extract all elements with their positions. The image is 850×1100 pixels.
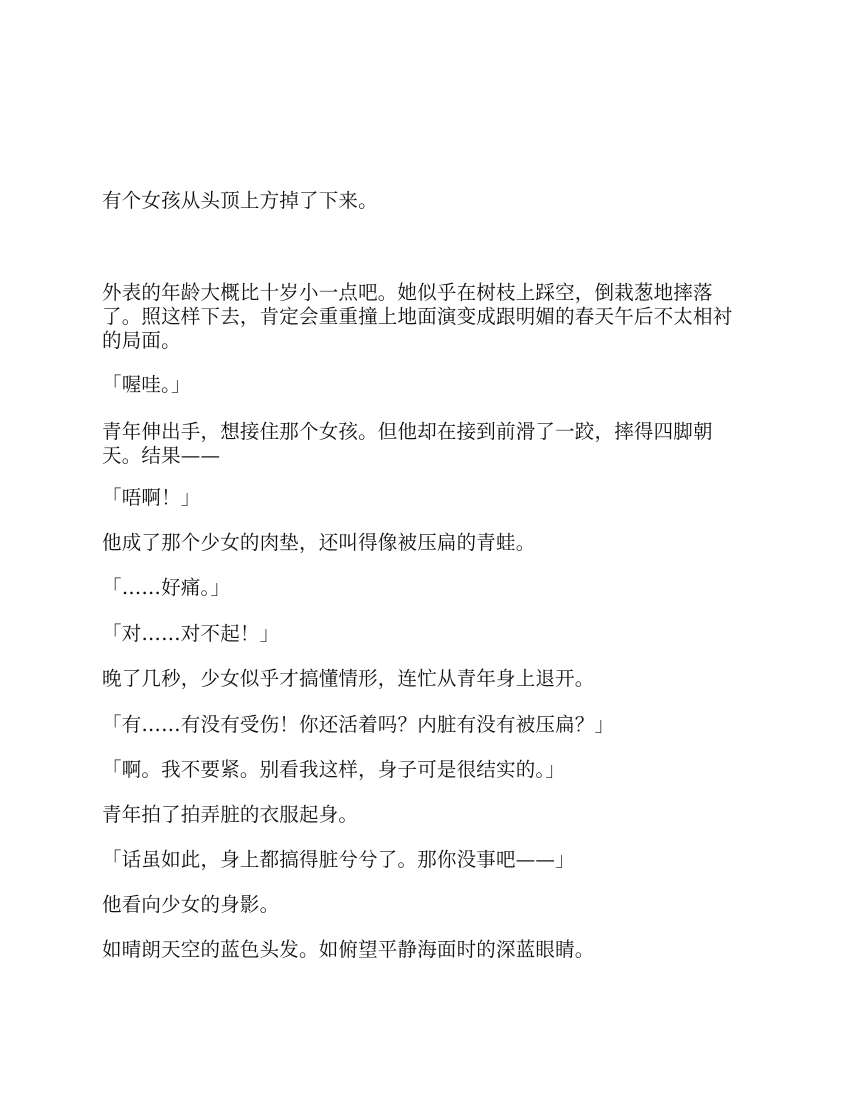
paragraph-12: 青年拍了拍弄脏的衣服起身。: [102, 803, 359, 826]
paragraph-13: 「话虽如此，身上都搞得脏兮兮了。那你没事吧——」: [102, 848, 575, 871]
paragraph-15: 如晴朗天空的蓝色头发。如俯望平静海面时的深蓝眼睛。: [102, 938, 595, 961]
paragraph-10: 「有……有没有受伤！你还活着吗？内脏有没有被压扁？」: [102, 713, 615, 736]
paragraph-8: 「对……对不起！」: [102, 622, 280, 645]
paragraph-14: 他看向少女的身影。: [102, 893, 280, 916]
paragraph-6: 他成了那个少女的肉垫，还叫得像被压扁的青蛙。: [102, 531, 536, 554]
paragraph-3: 「喔哇。」: [102, 373, 191, 396]
paragraph-1: 有个女孩从头顶上方掉了下来。: [102, 189, 378, 212]
paragraph-4: 青年伸出手，想接住那个女孩。但他却在接到前滑了一跤，摔得四脚朝天。结果——: [102, 420, 713, 467]
paragraph-9: 晚了几秒，少女似乎才搞懂情形，连忙从青年身上退开。: [102, 667, 595, 690]
paragraph-7: 「……好痛。」: [102, 576, 231, 599]
paragraph-2: 外表的年龄大概比十岁小一点吧。她似乎在树枝上踩空，倒栽葱地摔落了。照这样下去，肯定会重重撞上地面演变成跟明媚的春天午后不太相衬的局面。: [102, 281, 733, 352]
paragraph-5: 「唔啊！」: [102, 486, 201, 509]
paragraph-11: 「啊。我不要紧。别看我这样，身子可是很结实的。」: [102, 758, 566, 781]
